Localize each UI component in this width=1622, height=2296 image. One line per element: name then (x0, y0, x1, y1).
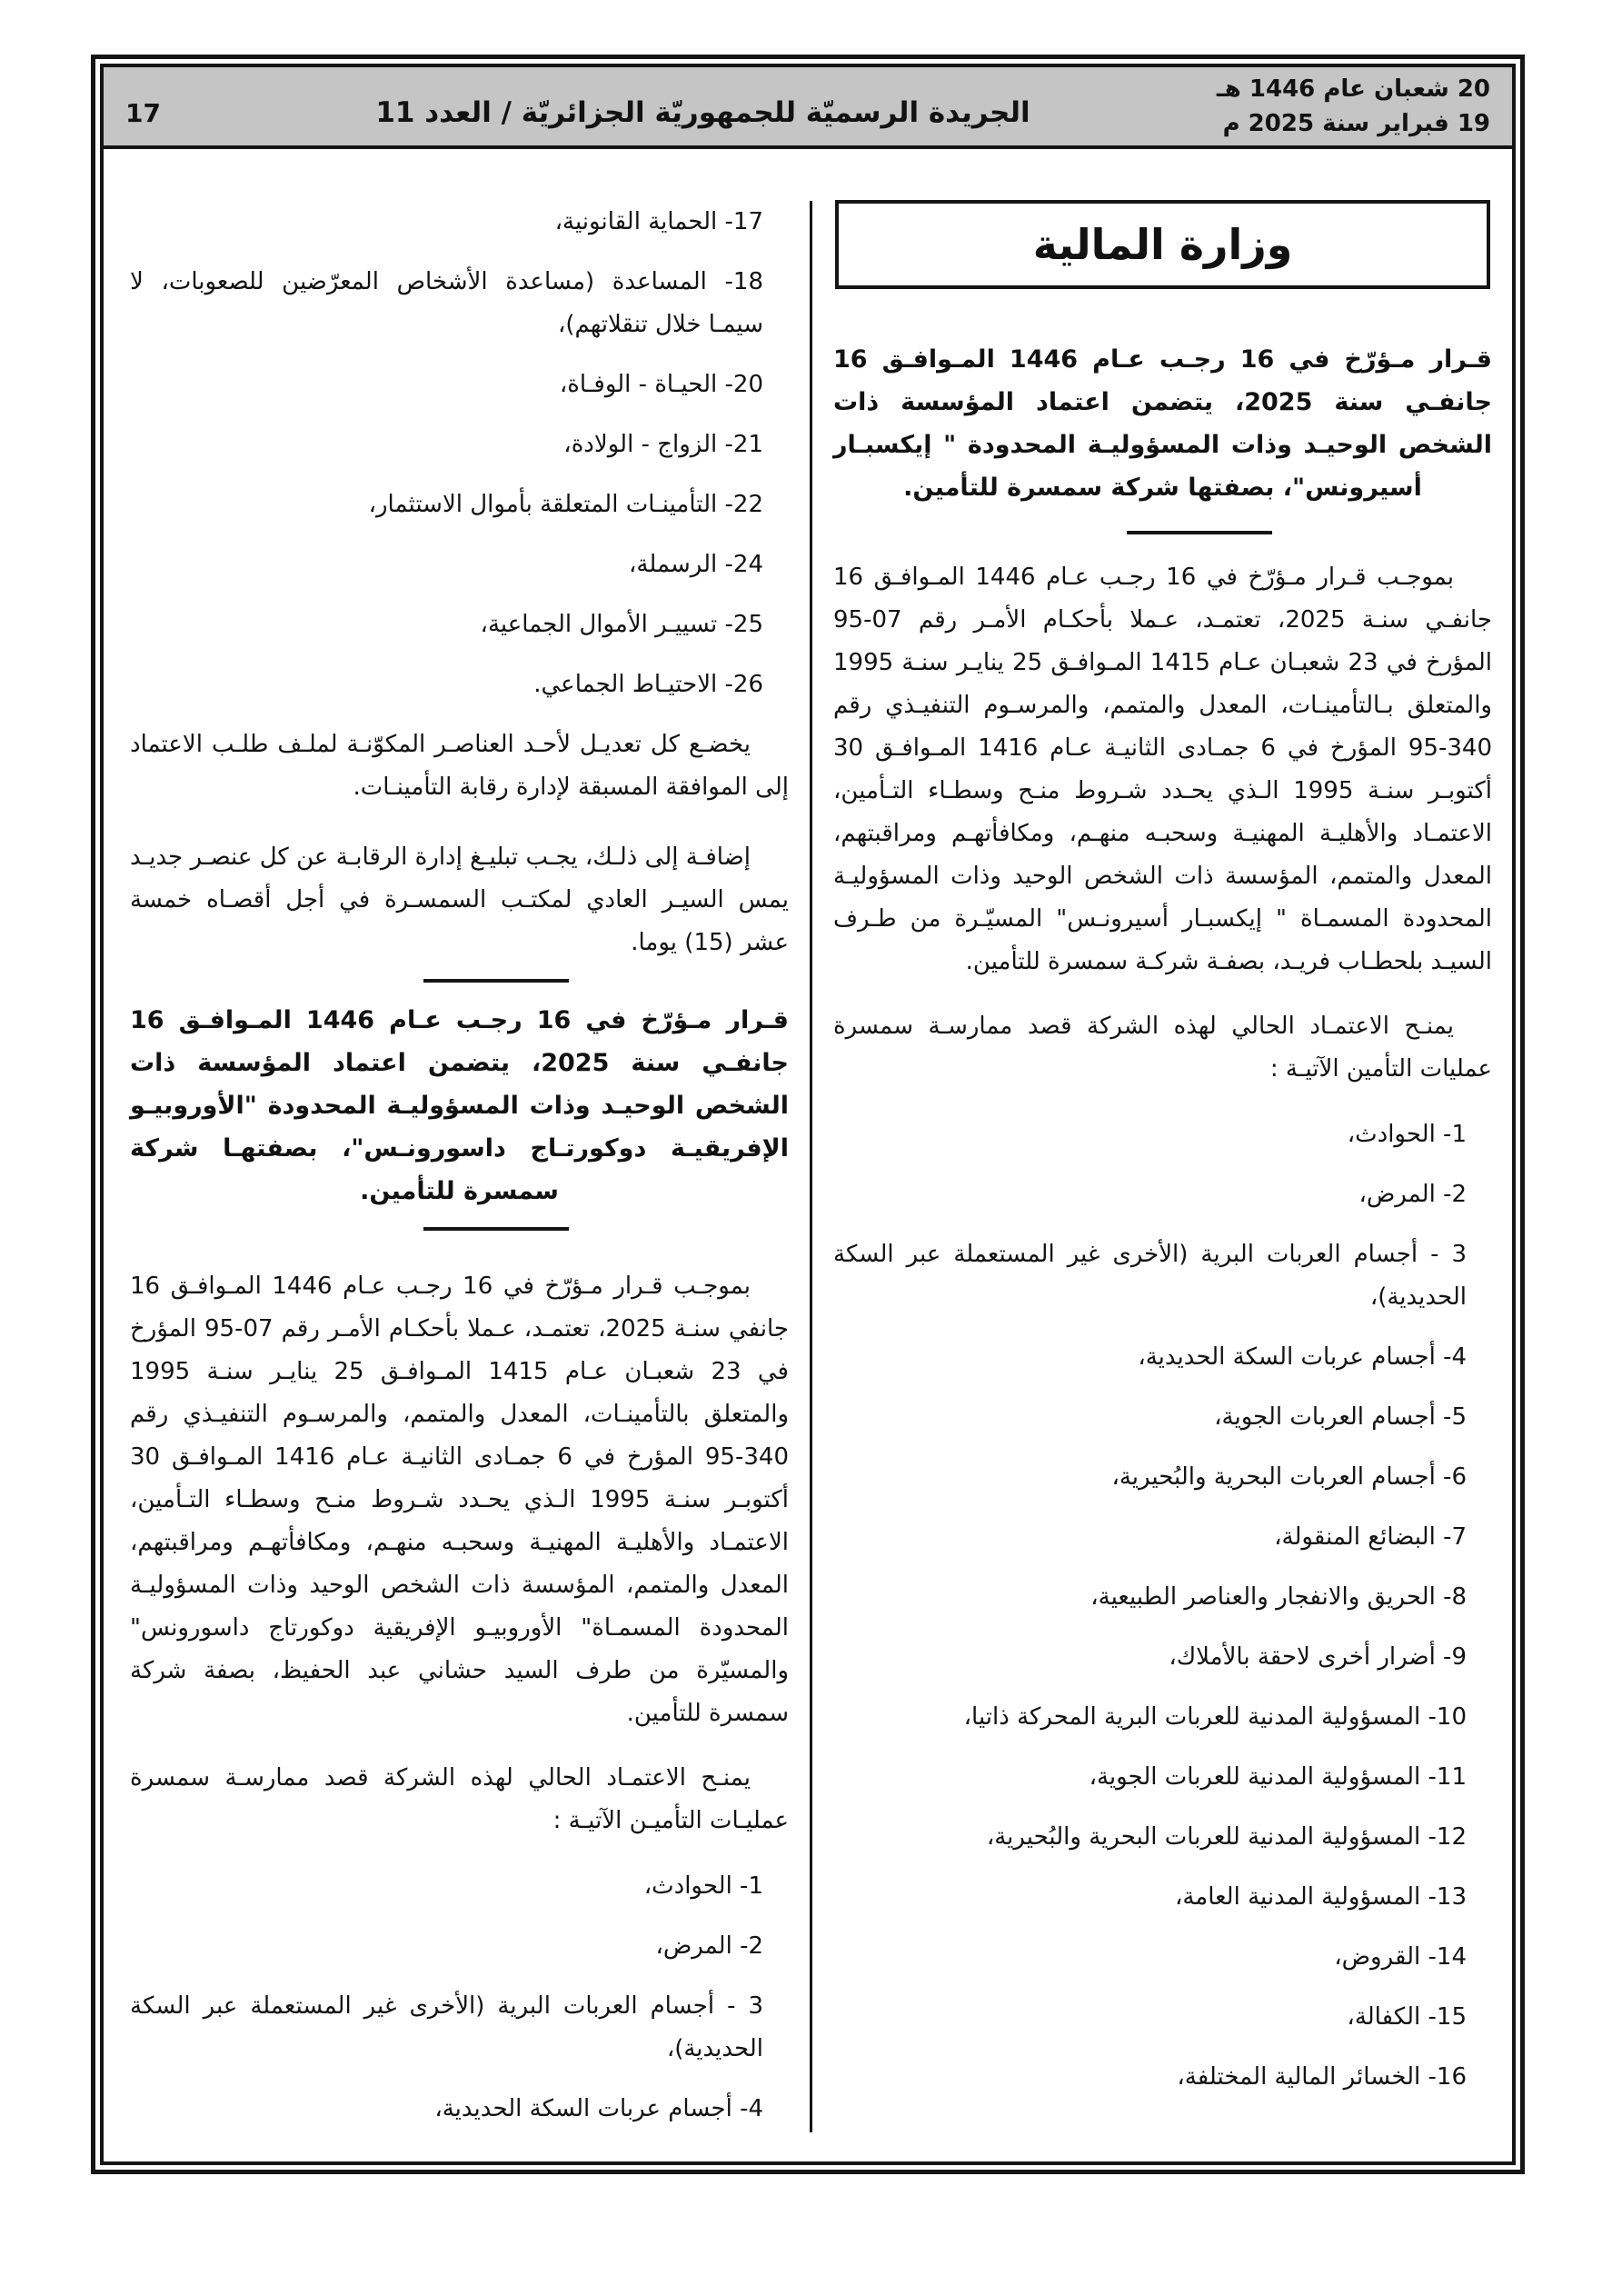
column-right (824, 149, 1501, 2161)
list-item: 6- أجسام العربات البحرية والبُحيرية، (1111, 1463, 1467, 1491)
list-item: 9- أضرار أخرى لاحقة بالأملاك، (1169, 1643, 1467, 1671)
decree-title-right: قـرار مـؤرّخ في 16 رجـب عـام 1446 المـوافـق 16 جانفـي سنة 2025، يتضمن اعتماد المؤسسة ذات الشخص الوحيـد وذات المسؤوليـة المحدودة " إيكسبـار أسيرونس"، بصفتها شركة سمسرة للتأمين. (833, 345, 1492, 502)
gazette-header-band (104, 67, 1512, 149)
list-item: 4- أجسام عربات السكة الحديدية، (434, 2095, 763, 2122)
notification-note: إضافـة إلى ذلـك، يجـب تبليـغ إدارة الرقابـة عن كل عنصـر جديـد يمس السيـر العادي لمكتـب السمسـرة في أجل أقصـاه خمسة عشر (15) يوما. (130, 844, 789, 956)
page-frame-inner (100, 64, 1516, 2165)
list-item: 3 - أجسام العربات البرية (الأخرى غير المستعملة عبر السكة الحديدية)، (130, 1992, 763, 2062)
list-item: 20- الحيـاة - الوفـاة، (559, 371, 763, 398)
page-number: 17 (125, 97, 161, 128)
list-item: 13- المسؤولية المدنية العامة، (1174, 1883, 1467, 1911)
list-item: 21- الزواج - الولادة، (563, 431, 763, 458)
insurance-operations-list-continued (130, 201, 789, 706)
list-item: 18- المساعدة (مساعدة الأشخاص المعرّضين للصعوبات، لا سيمـا خلال تنقلاتهم)، (130, 268, 763, 338)
list-item: 16- الخسائر المالية المختلفة، (1177, 2063, 1467, 2091)
grant-intro-right: يمنـح الاعتمـاد الحالي لهذه الشركة قصد ممارسـة سمسرة عمليات التأمين الآتيـة : (833, 1013, 1492, 1083)
list-item: 12- المسؤولية المدنية للعربات البحرية والبُحيرية، (986, 1823, 1467, 1851)
column-left (121, 149, 798, 2161)
decree-body-left: بموجـب قـرار مـؤرّخ في 16 رجـب عـام 1446 المـوافـق 16 جانفي سنـة 2025، تعتمـد، عـملا بأحكـام الأمـر رقم 07-95 المؤرخ في 23 شعبـان عـام 1415 المـوافـق 25 ينايـر سنـة 1995 والمتعلق بالتأمينـات، المعدل والمتمم، والمرسـوم التنفيـذي رقم 340-95 المؤرخ في 6 جمـادى الثانيـة عـام 1416 المـوافـق 30 أكتوبـر سنـة 1995 الـذي يحـدد شـروط منـح وسطـاء التـأمين، الاعتمـاد والأهليـة المهنيـة وسحبـه منهـم، ومكافأتهـم ومراقبتهم، المعدل والمتمم، المؤسسة ذات الشخص الوحيد وذات المسؤوليـة المحدودة المسمـاة" الأوروبيـو الإفريقية دوكورتاج داسورونس" والمسيّرة من طرف السيد حشاني عبد الحفيظ، بصفة شركة سمسرة للتأمين. (130, 1273, 789, 1727)
ministry-heading-box: وزارة المالية (835, 200, 1490, 289)
list-item: 25- تسييـر الأموال الجماعية، (480, 611, 763, 638)
header-dates (1217, 72, 1490, 141)
list-item: 22- التأمينـات المتعلقة بأموال الاستثمار، (368, 491, 763, 518)
list-item: 8- الحريق والانفجار والعناصر الطبيعية، (1090, 1583, 1467, 1611)
list-item: 1- الحوادث، (643, 1872, 763, 1900)
list-item: 2- المرض، (1358, 1181, 1467, 1208)
list-item: 4- أجسام عربات السكة الحديدية، (1138, 1343, 1467, 1371)
amendment-note: يخضـع كل تعديـل لأحـد العناصـر المكوّنـة لملـف طلـب الاعتماد إلى الموافقة المسبقة لإدارة رقابة التأمينـات. (130, 731, 789, 801)
list-item: 1- الحوادث، (1347, 1121, 1467, 1148)
section-separator (423, 1227, 569, 1231)
decree-body-right: بموجـب قـرار مـؤرّخ في 16 رجـب عـام 1446 المـوافـق 16 جانفـي سنـة 2025، تعتمـد، عـملا بأحكـام الأمـر رقم 07-95 المؤرخ في 23 شعبـان عـام 1415 المـوافـق 25 ينايـر سنـة 1995 والمتعلق بـالتأمينـات، المعدل والمتمم، والمرسـوم التنفيـذي رقم 340-95 المؤرخ في 6 جمـادى الثانيـة عـام 1416 المـوافـق 30 أكتوبـر سنـة 1995 الـذي يحـدد شـروط منـح وسطـاء التـأمين، الاعتمـاد والأهليـة المهنيـة وسحبـه منهـم، ومكافأتهـم ومراقبتهم، المعدل والمتمم، المؤسسة ذات الشخص الوحيد وذات المسؤوليـة المحدودة المسمـاة " إيكسبـار أسيرونـس" المسيّـرة من طـرف السيـد بلحطـاب فريـد، بصفـة شركـة سمسرة للتأمين. (833, 564, 1492, 975)
column-divider-rule (810, 201, 812, 2132)
list-item: 24- الرسملة، (629, 551, 763, 578)
two-column-layout (104, 149, 1512, 2161)
list-item: 2- المرض، (655, 1932, 763, 1960)
section-separator (423, 979, 569, 983)
hijri-date: 20 شعبان عام 1446 هـ (1216, 75, 1490, 103)
list-item: 14- القروض، (1334, 1943, 1467, 1971)
list-item: 17- الحماية القانونية، (554, 208, 763, 235)
list-item: 7- البضائع المنقولة، (1274, 1523, 1467, 1551)
gregorian-date: 19 فبراير سنة 2025 م (1222, 110, 1490, 137)
list-item: 15- الكفالة، (1347, 2003, 1467, 2031)
section-separator (1127, 531, 1272, 534)
list-item: 26- الاحتيـاط الجماعي. (533, 671, 763, 698)
insurance-operations-list-right (833, 1113, 1492, 2099)
list-item: 11- المسؤولية المدنية للعربات الجوية، (1089, 1763, 1467, 1791)
page-frame (91, 55, 1525, 2174)
list-item: 10- المسؤولية المدنية للعربات البرية المحركة ذاتيا، (963, 1703, 1467, 1731)
list-item: 5- أجسام العربات الجوية، (1214, 1403, 1467, 1431)
grant-intro-left: يمنـح الاعتمـاد الحالي لهذه الشركة قصد ممارسـة سمسرة عمليـات التأميـن الآتيـة : (130, 1764, 789, 1834)
list-item: 3 - أجسام العربات البرية (الأخرى غير المستعملة عبر السكة الحديدية)، (833, 1241, 1467, 1311)
decree-title-left: قـرار مـؤرّخ في 16 رجـب عـام 1446 المـوافـق 16 جانفـي سنة 2025، يتضمن اعتماد المؤسسة ذات الشخص الوحيـد وذات المسؤوليـة المحدودة "الأوروبيـو الإفريقيـة دوكورتـاج داسورونـس"، بصفتهـا شركة سمسرة للتأمين. (130, 1006, 789, 1205)
insurance-operations-list-left (130, 1865, 789, 2131)
journal-title: الجريدة الرسميّة للجمهوريّة الجزائريّة / العدد 11 (375, 96, 1030, 129)
